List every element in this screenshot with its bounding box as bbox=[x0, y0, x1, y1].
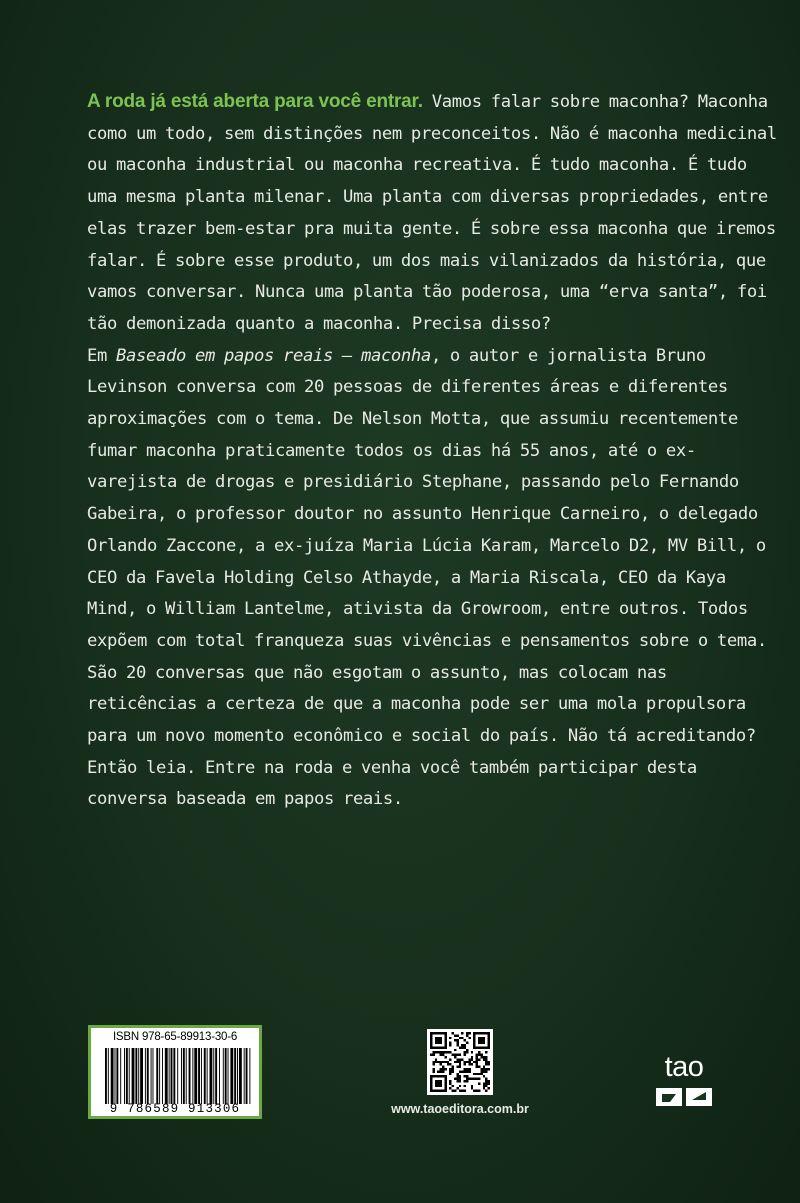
qr-module bbox=[447, 1061, 449, 1063]
qr-module bbox=[464, 1090, 466, 1092]
qr-module bbox=[452, 1054, 454, 1056]
barcode-bar bbox=[165, 1048, 168, 1104]
qr-module bbox=[461, 1058, 463, 1060]
barcode-bar bbox=[183, 1048, 185, 1104]
qr-module bbox=[456, 1039, 458, 1041]
qr-module bbox=[478, 1066, 480, 1068]
qr-module bbox=[461, 1090, 463, 1092]
qr-module bbox=[483, 1082, 485, 1084]
isbn-barcode bbox=[88, 1025, 262, 1119]
qr-module bbox=[464, 1085, 466, 1087]
qr-module bbox=[466, 1080, 468, 1082]
qr-module bbox=[459, 1078, 461, 1080]
qr-module bbox=[452, 1090, 454, 1092]
qr-module bbox=[485, 1056, 487, 1058]
qr-module bbox=[468, 1070, 470, 1072]
qr-module bbox=[454, 1090, 456, 1092]
barcode-bar bbox=[213, 1048, 214, 1104]
qr-module bbox=[468, 1058, 470, 1060]
qr-module bbox=[485, 1058, 487, 1060]
barcode-bar bbox=[186, 1048, 187, 1104]
qr-module bbox=[464, 1039, 466, 1041]
qr-module bbox=[432, 1054, 434, 1056]
qr-module bbox=[488, 1068, 490, 1070]
barcode-bar bbox=[156, 1048, 158, 1104]
barcode-bar bbox=[159, 1048, 160, 1104]
qr-module bbox=[437, 1070, 439, 1072]
qr-module bbox=[466, 1078, 468, 1080]
publisher-logo-mark bbox=[656, 1086, 712, 1108]
publisher-logo-word: tao bbox=[664, 1051, 704, 1083]
qr-module bbox=[440, 1054, 442, 1056]
qr-module bbox=[442, 1070, 444, 1072]
qr-module bbox=[440, 1051, 442, 1053]
qr-module bbox=[461, 1032, 463, 1034]
barcode-bar bbox=[189, 1048, 191, 1104]
qr-module bbox=[440, 1070, 442, 1072]
qr-module bbox=[456, 1061, 458, 1063]
qr-module bbox=[449, 1063, 451, 1065]
publisher-website[interactable]: www.taoeditora.com.br bbox=[391, 1102, 529, 1116]
barcode-bar bbox=[177, 1048, 178, 1104]
qr-module bbox=[452, 1070, 454, 1072]
barcode-bar bbox=[124, 1048, 125, 1104]
barcode-bar bbox=[173, 1048, 175, 1104]
qr-module bbox=[466, 1032, 468, 1034]
qr-module bbox=[449, 1051, 451, 1053]
qr-code bbox=[427, 1029, 493, 1095]
qr-module bbox=[447, 1051, 449, 1053]
qr-module bbox=[449, 1080, 451, 1082]
qr-module bbox=[478, 1090, 480, 1092]
qr-module bbox=[456, 1044, 458, 1046]
qr-module bbox=[449, 1037, 451, 1039]
qr-module bbox=[456, 1066, 458, 1068]
barcode-bar bbox=[132, 1048, 135, 1104]
qr-module bbox=[461, 1044, 463, 1046]
barcode-bar bbox=[249, 1048, 250, 1104]
qr-module bbox=[444, 1056, 446, 1058]
qr-module bbox=[454, 1056, 456, 1058]
qr-module bbox=[468, 1068, 470, 1070]
qr-module bbox=[468, 1037, 470, 1039]
barcode-bar bbox=[138, 1048, 139, 1104]
qr-module bbox=[473, 1061, 475, 1063]
qr-module bbox=[430, 1054, 432, 1056]
qr-module bbox=[471, 1087, 473, 1089]
barcode-bar bbox=[135, 1048, 137, 1104]
qr-module bbox=[471, 1056, 473, 1058]
qr-module bbox=[449, 1042, 451, 1044]
qr-module bbox=[456, 1080, 458, 1082]
isbn-label: ISBN 978-65-89913-30-6 bbox=[112, 1031, 238, 1043]
qr-module bbox=[454, 1039, 456, 1041]
qr-module bbox=[483, 1085, 485, 1087]
barcode-bar bbox=[140, 1048, 143, 1104]
qr-module bbox=[459, 1037, 461, 1039]
barcode-bar bbox=[145, 1048, 146, 1104]
barcode-bar bbox=[228, 1048, 229, 1104]
qr-module bbox=[452, 1085, 454, 1087]
qr-module bbox=[442, 1054, 444, 1056]
qr-module bbox=[442, 1068, 444, 1070]
barcode-bar bbox=[111, 1048, 114, 1104]
qr-module bbox=[432, 1068, 434, 1070]
qr-module bbox=[466, 1051, 468, 1053]
qr-module bbox=[476, 1061, 478, 1063]
barcode-bar bbox=[210, 1048, 213, 1104]
qr-module bbox=[432, 1063, 434, 1065]
qr-module bbox=[480, 1068, 482, 1070]
qr-module bbox=[456, 1034, 458, 1036]
barcode-bar bbox=[105, 1048, 107, 1104]
qr-module bbox=[459, 1070, 461, 1072]
barcode-bars bbox=[105, 1048, 251, 1104]
qr-module bbox=[476, 1066, 478, 1068]
qr-module bbox=[488, 1063, 490, 1065]
qr-module bbox=[454, 1061, 456, 1063]
qr-module bbox=[466, 1049, 468, 1051]
qr-module bbox=[456, 1075, 458, 1077]
qr-module bbox=[468, 1063, 470, 1065]
barcode-bar bbox=[171, 1048, 173, 1104]
qr-module bbox=[478, 1073, 480, 1075]
qr-module bbox=[471, 1058, 473, 1060]
qr-module bbox=[459, 1046, 461, 1048]
qr-module bbox=[483, 1075, 485, 1077]
barcode-bar bbox=[151, 1048, 152, 1104]
qr-module bbox=[459, 1054, 461, 1056]
qr-module bbox=[440, 1063, 442, 1065]
barcode-bar bbox=[244, 1048, 245, 1104]
qr-module bbox=[449, 1070, 451, 1072]
qr-module bbox=[464, 1044, 466, 1046]
qr-module bbox=[464, 1063, 466, 1065]
qr-module bbox=[483, 1058, 485, 1060]
qr-module bbox=[476, 1090, 478, 1092]
qr-module bbox=[444, 1068, 446, 1070]
barcode-bar bbox=[153, 1048, 154, 1104]
barcode-bar bbox=[129, 1048, 130, 1104]
qr-module bbox=[466, 1042, 468, 1044]
barcode-bar bbox=[207, 1048, 208, 1104]
qr-module bbox=[456, 1073, 458, 1075]
qr-module bbox=[442, 1066, 444, 1068]
qr-module bbox=[476, 1063, 478, 1065]
qr-module bbox=[456, 1058, 458, 1060]
qr-module bbox=[468, 1078, 470, 1080]
qr-module bbox=[478, 1037, 485, 1044]
qr-module bbox=[480, 1073, 482, 1075]
qr-module bbox=[456, 1087, 458, 1089]
qr-module bbox=[454, 1078, 456, 1080]
qr-module bbox=[471, 1051, 473, 1053]
barcode-bar bbox=[192, 1048, 193, 1104]
publisher-logo bbox=[650, 1052, 718, 1114]
barcode-bar bbox=[230, 1048, 233, 1104]
qr-module bbox=[449, 1044, 451, 1046]
qr-module bbox=[437, 1061, 439, 1063]
qr-module bbox=[473, 1078, 475, 1080]
qr-module bbox=[485, 1080, 487, 1082]
qr-module bbox=[488, 1061, 490, 1063]
qr-module bbox=[454, 1034, 456, 1036]
barcode-bar bbox=[204, 1048, 206, 1104]
qr-module bbox=[461, 1037, 463, 1039]
qr-module bbox=[485, 1085, 487, 1087]
qr-module bbox=[449, 1058, 451, 1060]
qr-module bbox=[459, 1061, 461, 1063]
qr-module bbox=[471, 1085, 473, 1087]
barcode-bar bbox=[120, 1048, 121, 1104]
qr-module bbox=[468, 1061, 470, 1063]
book-title: Baseado em papos reais – maconha bbox=[116, 345, 431, 366]
qr-module bbox=[459, 1080, 461, 1082]
qr-module bbox=[483, 1066, 485, 1068]
qr-module bbox=[440, 1068, 442, 1070]
barcode-number: 9 786589 913306 bbox=[109, 1102, 241, 1116]
qr-module bbox=[449, 1087, 451, 1089]
qr-module bbox=[476, 1054, 478, 1056]
qr-code-pattern bbox=[430, 1032, 490, 1092]
qr-module bbox=[485, 1063, 487, 1065]
qr-module bbox=[464, 1054, 466, 1056]
barcode-bar bbox=[147, 1048, 149, 1104]
qr-module bbox=[485, 1082, 487, 1084]
qr-module bbox=[461, 1070, 463, 1072]
blurb-paragraph-2-text: , o autor e jornalista Bruno Levinson conversa com 20 pessoas de diferentes áreas e diferentes aproximações com o tema. De Nelson Motta, que assumiu recentemente fumar maconha praticamente todos os dias há 55 anos, até o ex-varejista de drogas e presidiário Stephane, passando pelo Fernando Gabeira, o professor doutor no assunto Henrique Carneiro, o delegado Orlando Zaccone, a ex-juíza Maria Lúcia Karam, Marcelo D2, MV Bill, o CEO da Favela Holding Celso Athayde, a Maria Riscala, CEO da Kaya Mind, o William Lantelme, ativista da Growroom, entre outros. Todos expõem com total franqueza suas vivências e pensamentos sobre o tema. São 20 conversas que não esgotam o assunto, mas colocam nas reticências a certeza de que a maconha pode ser uma mola propulsora para um novo momento econômico e social do país. Não tá acreditando? Então leia. Entre na roda e venha você também participar desta conversa baseada em papos reais. bbox=[87, 345, 767, 810]
barcode-bar bbox=[225, 1048, 227, 1104]
qr-module bbox=[476, 1073, 478, 1075]
qr-module bbox=[432, 1061, 434, 1063]
barcode-bar bbox=[169, 1048, 170, 1104]
qr-module bbox=[454, 1049, 456, 1051]
qr-module bbox=[442, 1051, 444, 1053]
qr-module bbox=[476, 1078, 478, 1080]
qr-module bbox=[488, 1087, 490, 1089]
qr-module bbox=[452, 1066, 454, 1068]
qr-module bbox=[485, 1068, 487, 1070]
qr-module bbox=[449, 1082, 451, 1084]
blurb-lead: A roda já está aberta para você entrar. bbox=[87, 91, 423, 112]
qr-module bbox=[466, 1034, 468, 1036]
blurb-paragraph-2 bbox=[87, 341, 777, 817]
qr-module bbox=[435, 1037, 442, 1044]
qr-module bbox=[478, 1054, 480, 1056]
qr-module bbox=[464, 1068, 466, 1070]
qr-module bbox=[435, 1051, 437, 1053]
barcode-bar bbox=[201, 1048, 202, 1104]
back-cover-blurb bbox=[87, 86, 777, 816]
qr-module bbox=[464, 1061, 466, 1063]
qr-module bbox=[480, 1070, 482, 1072]
qr-module bbox=[483, 1056, 485, 1058]
qr-module bbox=[476, 1056, 478, 1058]
blurb-paragraph-2-start: Em bbox=[87, 345, 107, 366]
qr-module bbox=[464, 1051, 466, 1053]
blurb-paragraph-1 bbox=[87, 86, 777, 341]
barcode-bar bbox=[116, 1048, 118, 1104]
qr-module bbox=[488, 1082, 490, 1084]
barcode-bar bbox=[237, 1048, 238, 1104]
qr-module bbox=[444, 1061, 446, 1063]
qr-module bbox=[478, 1058, 480, 1060]
barcode-bar bbox=[215, 1048, 217, 1104]
qr-module bbox=[466, 1061, 468, 1063]
qr-module bbox=[464, 1080, 466, 1082]
barcode-bar bbox=[234, 1048, 236, 1104]
barcode-bar bbox=[108, 1048, 109, 1104]
qr-module bbox=[456, 1042, 458, 1044]
qr-module bbox=[456, 1054, 458, 1056]
qr-module bbox=[483, 1068, 485, 1070]
qr-module bbox=[488, 1080, 490, 1082]
qr-module bbox=[483, 1070, 485, 1072]
qr-module bbox=[473, 1073, 475, 1075]
qr-module bbox=[452, 1032, 454, 1034]
qr-module bbox=[437, 1051, 439, 1053]
qr-module bbox=[478, 1082, 480, 1084]
qr-module bbox=[485, 1070, 487, 1072]
barcode-bar bbox=[181, 1048, 182, 1104]
qr-module bbox=[435, 1061, 437, 1063]
qr-module bbox=[461, 1046, 463, 1048]
qr-module bbox=[435, 1080, 442, 1087]
barcode-bar bbox=[126, 1048, 128, 1104]
barcode-bar bbox=[162, 1048, 163, 1104]
blurb-paragraph-1-text: Vamos falar sobre maconha? Maconha como um todo, sem distinções nem preconceitos. Não é maconha medicinal ou maconha industrial ou maconha recreativa. É tudo maconha. É tudo uma mesma planta milenar. Uma planta com diversas propriedades, entre elas trazer bem-estar pra muita gente. É sobre essa maconha que iremos falar. É sobre esse produto, um dos mais vilanizados da história, que vamos conversar. Nunca uma planta tão poderosa, uma “erva santa”, foi tão demonizada quanto a maconha. Precisa disso? bbox=[87, 92, 777, 334]
barcode-bar bbox=[198, 1048, 200, 1104]
qr-module bbox=[452, 1068, 454, 1070]
qr-module bbox=[478, 1078, 480, 1080]
qr-module bbox=[464, 1070, 466, 1072]
barcode-bar bbox=[223, 1048, 224, 1104]
qr-module bbox=[449, 1068, 451, 1070]
qr-module bbox=[440, 1061, 442, 1063]
qr-module bbox=[480, 1054, 482, 1056]
qr-module bbox=[432, 1051, 434, 1053]
qr-module bbox=[454, 1054, 456, 1056]
qr-module bbox=[447, 1063, 449, 1065]
qr-module bbox=[466, 1068, 468, 1070]
qr-module bbox=[485, 1090, 487, 1092]
qr-module bbox=[464, 1075, 466, 1077]
qr-module bbox=[459, 1090, 461, 1092]
qr-module bbox=[444, 1051, 446, 1053]
qr-module bbox=[485, 1078, 487, 1080]
qr-module bbox=[459, 1063, 461, 1065]
barcode-bar bbox=[219, 1048, 220, 1104]
qr-module bbox=[456, 1078, 458, 1080]
qr-module bbox=[466, 1070, 468, 1072]
barcode-bar bbox=[246, 1048, 248, 1104]
qr-module bbox=[459, 1058, 461, 1060]
barcode-bar bbox=[115, 1048, 116, 1104]
qr-module bbox=[459, 1085, 461, 1087]
qr-module bbox=[449, 1073, 451, 1075]
qr-module bbox=[459, 1066, 461, 1068]
qr-module bbox=[459, 1075, 461, 1077]
qr-module bbox=[442, 1061, 444, 1063]
qr-module bbox=[435, 1058, 437, 1060]
qr-module bbox=[478, 1051, 480, 1053]
qr-module bbox=[471, 1063, 473, 1065]
qr-module bbox=[480, 1056, 482, 1058]
qr-module bbox=[485, 1061, 487, 1063]
qr-module bbox=[464, 1046, 466, 1048]
barcode-bar bbox=[194, 1048, 197, 1104]
qr-module bbox=[471, 1078, 473, 1080]
qr-module bbox=[432, 1070, 434, 1072]
qr-module bbox=[485, 1051, 487, 1053]
qr-module bbox=[468, 1032, 470, 1034]
qr-module bbox=[473, 1090, 475, 1092]
qr-module bbox=[476, 1058, 478, 1060]
qr-module bbox=[466, 1075, 468, 1077]
qr-module bbox=[483, 1087, 485, 1089]
barcode-bar bbox=[239, 1048, 242, 1104]
